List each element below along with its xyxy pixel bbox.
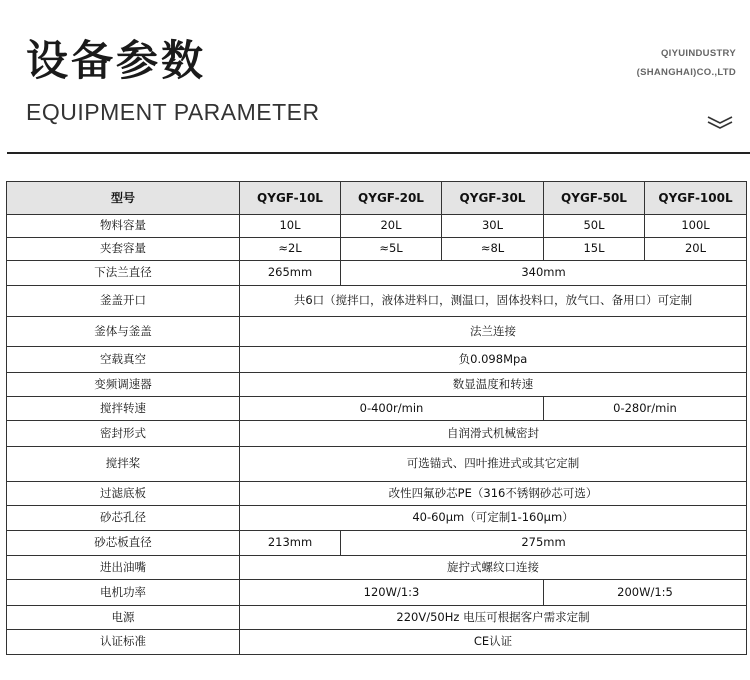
page-title-english: EQUIPMENT PARAMETER <box>26 99 320 125</box>
table-cell: 275mm <box>341 531 747 556</box>
row-label: 搅拌桨 <box>7 447 240 482</box>
row-label: 密封形式 <box>7 421 240 447</box>
row-label: 砂芯板直径 <box>7 531 240 556</box>
table-cell: 20L <box>645 238 747 261</box>
table-cell: CE认证 <box>240 630 747 655</box>
row-label: 物料容量 <box>7 215 240 238</box>
table-cell: 40-60μm（可定制1-160μm） <box>240 506 747 531</box>
table-cell: ≈2L <box>240 238 341 261</box>
table-row <box>7 261 747 286</box>
table-cell: 213mm <box>240 531 341 556</box>
row-label: 认证标准 <box>7 630 240 655</box>
row-label: 过滤底板 <box>7 482 240 506</box>
table-row <box>7 238 747 261</box>
table-cell: 共6口（搅拌口，液体进料口，测温口，固体投料口，放气口、备用口）可定制 <box>240 286 747 317</box>
table-cell: 200W/1:5 <box>544 580 747 606</box>
double-chevron-down-icon[interactable] <box>706 114 734 130</box>
table-cell: 负0.098Mpa <box>240 347 747 373</box>
row-label: 进出油嘴 <box>7 556 240 580</box>
table-cell: 0-400r/min <box>240 397 544 421</box>
row-label: 下法兰直径 <box>7 261 240 286</box>
header-cell-qygf-20l: QYGF-20L <box>341 182 442 215</box>
table-row <box>7 630 747 655</box>
table-cell: 100L <box>645 215 747 238</box>
table-row <box>7 531 747 556</box>
table-cell: ≈8L <box>442 238 544 261</box>
table-cell: 数显温度和转速 <box>240 373 747 397</box>
company-name-line1: QIYUINDUSTRY <box>660 48 736 59</box>
company-name-line2: (SHANGHAI)CO.,LTD <box>636 67 736 78</box>
page-title-chinese: 设备参数 <box>26 36 207 85</box>
table-row <box>7 606 747 630</box>
table-cell: 改性四氟砂芯PE（316不锈钢砂芯可选） <box>240 482 747 506</box>
table-cell: 0-280r/min <box>544 397 747 421</box>
table-cell: 可选锚式、四叶推进式或其它定制 <box>240 447 747 482</box>
row-label: 釜体与釜盖 <box>7 317 240 347</box>
table-cell: 220V/50Hz 电压可根据客户需求定制 <box>240 606 747 630</box>
header-cell-qygf-30l: QYGF-30L <box>442 182 544 215</box>
table-cell: 50L <box>544 215 645 238</box>
header-cell-qygf-10l: QYGF-10L <box>240 182 341 215</box>
table-cell: 旋拧式螺纹口连接 <box>240 556 747 580</box>
spec-table <box>6 181 747 655</box>
company-name <box>637 44 736 82</box>
header-cell-model: 型号 <box>7 182 240 215</box>
table-row <box>7 347 747 373</box>
table-header-row <box>7 182 747 215</box>
row-label: 搅拌转速 <box>7 397 240 421</box>
row-label: 电机功率 <box>7 580 240 606</box>
table-cell: ≈5L <box>341 238 442 261</box>
row-label: 电源 <box>7 606 240 630</box>
table-row <box>7 482 747 506</box>
header-divider <box>7 152 750 154</box>
header-cell-qygf-50l: QYGF-50L <box>544 182 645 215</box>
table-row <box>7 447 747 482</box>
table-cell: 340mm <box>341 261 747 286</box>
row-label: 空载真空 <box>7 347 240 373</box>
table-cell: 法兰连接 <box>240 317 747 347</box>
row-label: 砂芯孔径 <box>7 506 240 531</box>
row-label: 釜盖开口 <box>7 286 240 317</box>
row-label: 变频调速器 <box>7 373 240 397</box>
table-row <box>7 286 747 317</box>
table-cell: 10L <box>240 215 341 238</box>
table-cell: 自润滑式机械密封 <box>240 421 747 447</box>
table-row <box>7 397 747 421</box>
table-row <box>7 317 747 347</box>
table-row <box>7 580 747 606</box>
table-cell: 15L <box>544 238 645 261</box>
table-row <box>7 215 747 238</box>
table-cell: 30L <box>442 215 544 238</box>
table-cell: 265mm <box>240 261 341 286</box>
header-cell-qygf-100l: QYGF-100L <box>645 182 747 215</box>
table-cell: 20L <box>341 215 442 238</box>
table-row <box>7 556 747 580</box>
table-row <box>7 373 747 397</box>
table-row <box>7 506 747 531</box>
row-label: 夹套容量 <box>7 238 240 261</box>
table-row <box>7 421 747 447</box>
table-cell: 120W/1:3 <box>240 580 544 606</box>
